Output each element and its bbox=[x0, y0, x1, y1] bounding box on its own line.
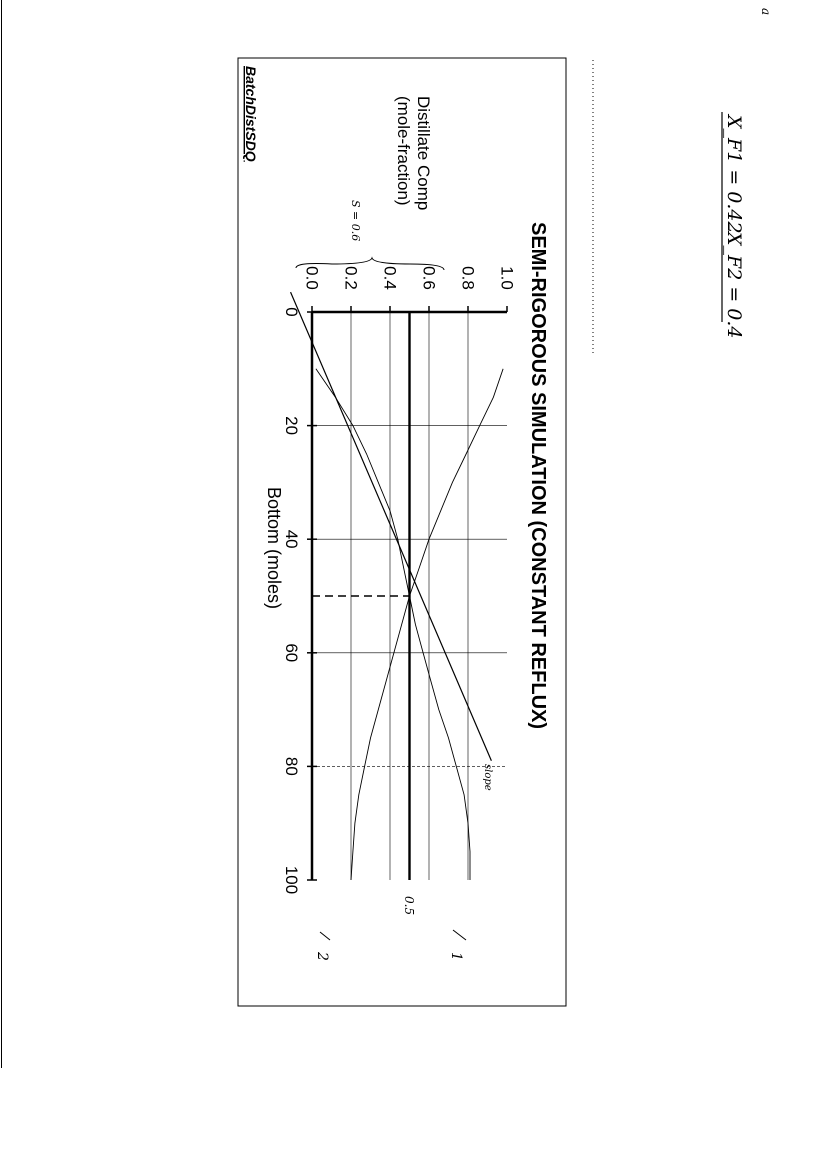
curve-1-label: 1 bbox=[448, 952, 464, 961]
y-axis-label-line2: (mole-fraction) bbox=[394, 96, 413, 206]
chart-title: SEMI-RIGOROUS SIMULATION (CONSTANT REFLUX) bbox=[527, 222, 549, 730]
x-tick-label-20: 20 bbox=[282, 416, 301, 436]
y-tick-label-0.8: 0.8 bbox=[458, 266, 478, 290]
curve-2-label: 2 bbox=[314, 952, 330, 961]
series-1-line bbox=[351, 369, 503, 880]
y-tick-label-0.6: 0.6 bbox=[419, 266, 439, 290]
y-axis-label-line1: Distillate Comp bbox=[414, 96, 433, 211]
curve-1-leader bbox=[453, 930, 466, 940]
x-axis-label: Bottom (moles) bbox=[264, 487, 284, 610]
y-tick-label-0.4: 0.4 bbox=[380, 266, 400, 290]
y-axis-label bbox=[394, 96, 433, 215]
series-2-line bbox=[316, 369, 470, 880]
tick-labels bbox=[282, 266, 517, 894]
curve-1-callout bbox=[448, 930, 466, 961]
y-tick-label-0.0: 0.0 bbox=[302, 266, 322, 290]
s-label: S = 0.6 bbox=[349, 200, 362, 242]
corner-mark: a bbox=[759, 8, 773, 16]
hand-drawn-marks bbox=[291, 292, 492, 880]
y-tick-label-1.0: 1.0 bbox=[497, 266, 517, 290]
x-tick-label-40: 40 bbox=[282, 529, 301, 549]
xf1-note: X_F1 = 0.42 bbox=[723, 115, 745, 234]
curve-2-callout bbox=[314, 932, 330, 961]
x-tick-label-60: 60 bbox=[282, 643, 301, 663]
curve-2-leader bbox=[320, 932, 330, 940]
slope-label: slope bbox=[482, 764, 493, 791]
feed-composition-notes bbox=[722, 112, 745, 339]
tangent-line bbox=[291, 292, 492, 761]
x-tick-label-0: 0 bbox=[282, 307, 301, 317]
software-label: BatchDistSDQ bbox=[243, 66, 259, 162]
xf2-note: X_F2 = 0.4 bbox=[723, 232, 745, 339]
x-tick-label-100: 100 bbox=[282, 865, 301, 895]
mid-value-label: 0.5 bbox=[402, 896, 416, 916]
y-tick-label-0.2: 0.2 bbox=[341, 266, 361, 290]
x-tick-label-80: 80 bbox=[282, 756, 301, 776]
axes bbox=[307, 306, 507, 880]
